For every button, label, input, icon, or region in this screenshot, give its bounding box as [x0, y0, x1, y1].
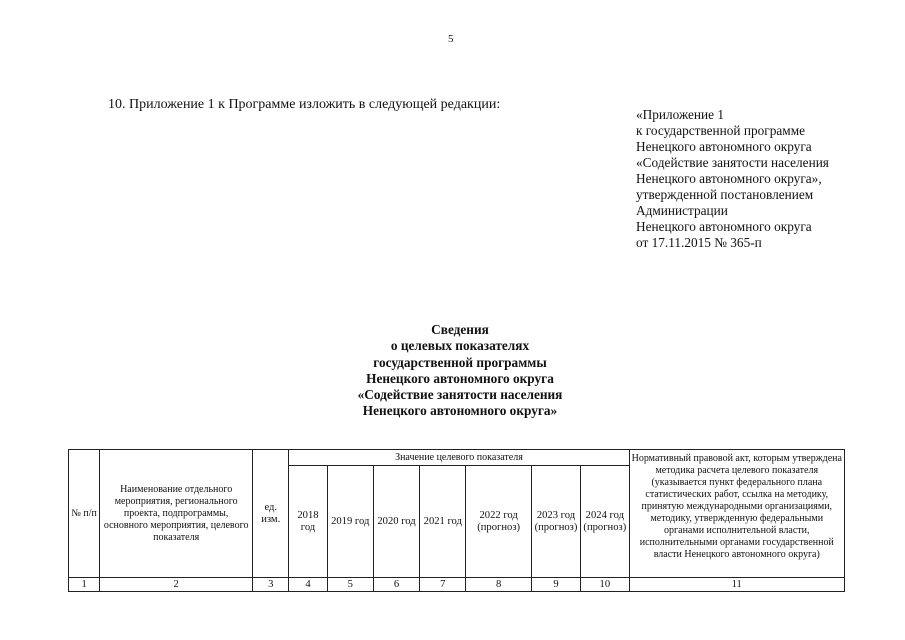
column-number: 1 — [69, 578, 100, 592]
title-line: Ненецкого автономного округа» — [362, 403, 558, 419]
title-line: Ненецкого автономного округа — [366, 370, 554, 386]
column-number: 10 — [581, 578, 629, 592]
title-line: «Содействие занятости населения — [357, 387, 563, 403]
column-number: 4 — [289, 578, 327, 592]
appendix-line: «Приложение 1 — [636, 107, 724, 122]
page-number: 5 — [448, 33, 454, 45]
appendix-line: Ненецкого автономного округа — [636, 139, 812, 154]
appendix-line: к государственной программе — [636, 123, 806, 138]
appendix-line: утвержденной постановлением — [636, 187, 814, 202]
appendix-line: от 17.11.2015 № 365-п — [636, 235, 762, 250]
title-line: государственной программы — [373, 354, 547, 370]
header-year-2018: 2018 год — [289, 466, 327, 578]
appendix-line: Администрации — [636, 203, 728, 218]
header-year-2021: 2021 год — [420, 466, 466, 578]
column-number: 5 — [327, 578, 373, 592]
appendix-line: Ненецкого автономного округа», — [636, 171, 822, 186]
appendix-line: «Содействие занятости населения — [636, 155, 829, 170]
column-number: 9 — [531, 578, 580, 592]
column-number: 7 — [420, 578, 466, 592]
header-year-2022: 2022 год (прогноз) — [466, 466, 531, 578]
header-year-2019: 2019 год — [327, 466, 373, 578]
header-unit: ед. изм. — [253, 450, 289, 578]
column-number: 3 — [253, 578, 289, 592]
appendix-line: Ненецкого автономного округа — [636, 219, 812, 234]
column-number: 8 — [466, 578, 531, 592]
document-title — [280, 322, 640, 420]
appendix-header-block — [636, 107, 829, 251]
header-normative-act: Нормативный правовой акт, которым утверждена методика расчета целевого показателя (указывается пункт федерального плана статистических работ, ссылка на методику, принятую международными организациями, методику, утвержденную федеральными органами исполнительной власти, исполнительными органами государственной власти Ненецкого автономного округа) — [629, 450, 844, 578]
header-year-2020: 2020 год — [373, 466, 419, 578]
header-indicator-name: Наименование отдельного мероприятия, регионального проекта, подпрограммы, основного мероприятия, целевого показателя — [100, 450, 253, 578]
header-year-2024: 2024 год (прогноз) — [581, 466, 629, 578]
amendment-intro-text: 10. Приложение 1 к Программе изложить в следующей редакции: — [108, 97, 501, 112]
title-line: Сведения — [431, 322, 489, 337]
column-number: 11 — [629, 578, 844, 592]
column-number: 6 — [373, 578, 419, 592]
header-year-2023: 2023 год (прогноз) — [531, 466, 580, 578]
target-indicators-table — [68, 449, 845, 592]
header-row-number: № п/п — [69, 450, 100, 578]
column-number: 2 — [100, 578, 253, 592]
header-target-value-group: Значение целевого показателя — [289, 450, 629, 466]
title-line: о целевых показателях — [390, 338, 530, 354]
